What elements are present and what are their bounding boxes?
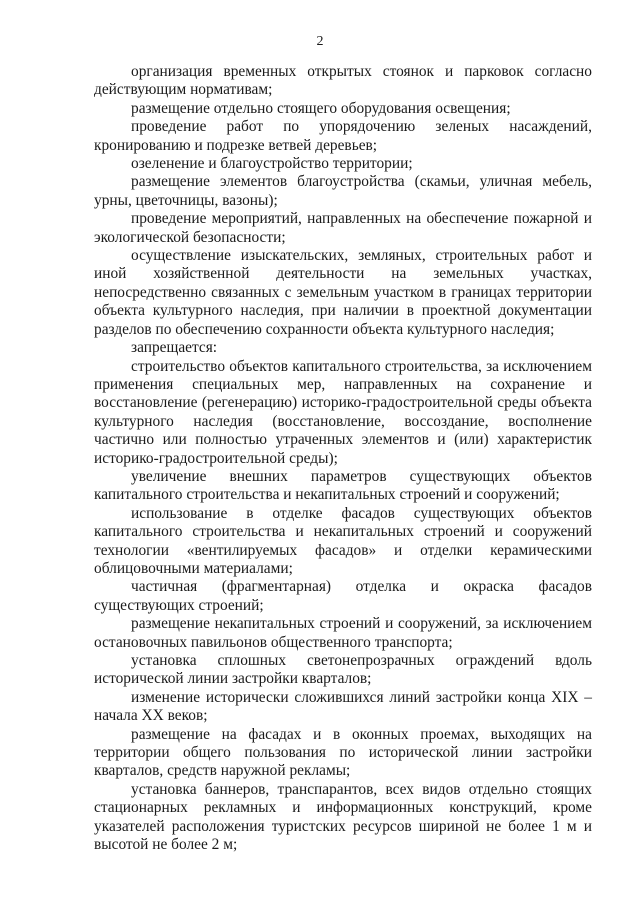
paragraph-landscaping: озеленение и благоустройство территории; (131, 155, 413, 173)
paragraph-lighting-equipment: размещение отдельно стоящего оборудования освещения; (131, 99, 511, 117)
paragraph-non-capital-structures: размещение некапитальных строений и сооружений, за исключением остановочных павильонов общественного транспорта; (94, 615, 592, 651)
paragraph-improvement-elements: размещение элементов благоустройства (скамьи, уличная мебель, урны, цветочницы, вазоны); (94, 173, 592, 209)
paragraph-capital-construction: строительство объектов капитального строительства, за исключением применения специальных мер, направленных на сохранение и восстановление (регенерацию) историко-градостроительной среды объекта культурного наследия (восстановление, воссоздание, восполнение частично или полностью утраченных элементов и (или) характеристик историко-градостроительной среды); (94, 357, 592, 467)
paragraph-temporary-parking: организация временных открытых стоянок и парковок согласно действующим нормативам; (94, 63, 592, 99)
paragraph-building-lines: изменение исторически сложившихся линий застройки конца XIX – начала XX веков; (94, 688, 592, 725)
document-body (94, 63, 592, 854)
paragraph-facade-finishing-technology: использование в отделке фасадов существующих объектов капитального строительства и некапитальных строений и сооружений технологии «вентилируемых фасадов» и отделки керамическими облицовочными материалами; (94, 504, 592, 577)
paragraph-prohibited-heading: запрещается: (131, 339, 218, 357)
paragraph-outdoor-advertising: размещение на фасадах и в оконных проемах, выходящих на территории общего пользования по исторической линии застройки кварталов, средств наружной рекламы; (94, 725, 592, 780)
page-number: 2 (316, 34, 324, 49)
paragraph-opaque-fences: установка сплошных светонепрозрачных ограждений вдоль исторической линии застройки кварталов; (94, 652, 592, 688)
paragraph-external-parameters: увеличение внешних параметров существующих объектов капитального строительства и некапитальных строений и сооружений; (94, 467, 592, 504)
paragraph-partial-finishing: частичная (фрагментарная) отделка и окраска фасадов существующих строений; (94, 578, 592, 614)
paragraph-survey-works: осуществление изыскательских, земляных, строительных работ и иной хозяйственной деятельности на земельных участках, непосредственно связанных с земельным участком в границах территории объекта культурного наследия, при наличии в проектной документации разделов по обеспечению сохранности объекта культурного наследия; (94, 247, 592, 338)
paragraph-banners: установка баннеров, транспарантов, всех видов отдельно стоящих стационарных рекламных и информационных конструкций, кроме указателей расположения туристских ресурсов шириной не более 1 м и высотой не более 2 м; (94, 780, 592, 854)
paragraph-fire-safety: проведение мероприятий, направленных на обеспечение пожарной и экологической безопасности; (94, 210, 592, 246)
paragraph-green-spaces: проведение работ по упорядочению зеленых насаждений, кронированию и подрезке ветвей деревьев; (94, 118, 592, 154)
